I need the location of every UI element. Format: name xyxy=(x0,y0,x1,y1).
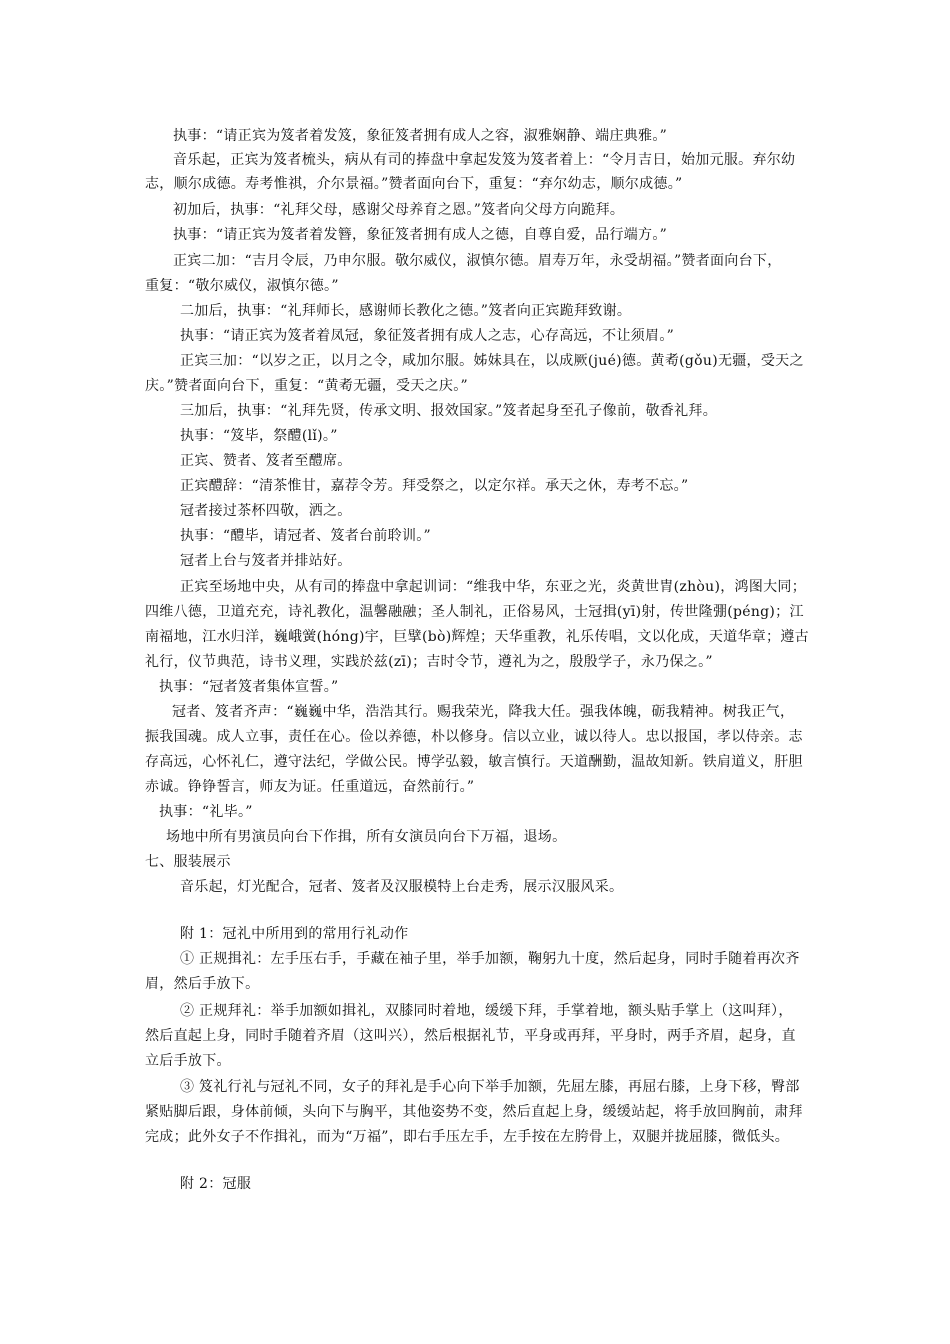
text-line: 振我国魂。成人立事，责任在心。俭以养德，朴以修身。信以立业，诚以待人。忠以报国，孝以侍亲。志 xyxy=(145,729,803,745)
text-line: 正宾三加：“以岁之正，以月之令，咸加尔服。姊妹具在，以成厥(jué)德。黄耇(gǒu)无疆，受天之 xyxy=(180,353,804,369)
text-line: 庆。”赞者面向台下，重复：“黄耇无疆，受天之庆。” xyxy=(145,378,468,394)
text-line: 执事：“笈毕，祭醴(lǐ)。” xyxy=(180,428,338,444)
text-line: 执事：“请正宾为笈者着凤冠，象征笈者拥有成人之志，心存高远，不让须眉。” xyxy=(180,328,675,344)
text-line: 正宾醴辞：“清茶惟甘，嘉荐令芳。拜受祭之，以定尔祥。承天之休，寿考不忘。” xyxy=(180,478,689,494)
text-line: 南福地，江水归洋，巍峨黉(hóng)宇，巨擘(bò)辉煌；天华重教，礼乐传唱，文以化成，天道华章；遵古 xyxy=(145,629,809,645)
text-line: 存高远，心怀礼仁，遵守法纪，学做公民。博学弘毅，敏言慎行。天道酬勤，温故知新。铁肩道义，肝胆 xyxy=(145,754,803,770)
text-line: 正宾至场地中央，从有司的捧盘中拿起训词：“维我中华，东亚之光，炎黄世胄(zhòu)，鸿图大同； xyxy=(180,579,807,595)
section-heading: 七、服装展示 xyxy=(145,854,231,870)
text-line: 眉，然后手放下。 xyxy=(145,976,260,992)
text-line: 执事：“冠者笈者集体宣誓。” xyxy=(159,679,339,695)
text-line: ① 正规揖礼：左手压右手，手藏在袖子里，举手加额，鞠躬九十度，然后起身，同时手随着再次齐 xyxy=(180,951,800,967)
text-line: 正宾、赞者、笈者至醴席。 xyxy=(180,453,352,469)
text-line: 冠者上台与笈者并排站好。 xyxy=(180,553,352,569)
text-line: ② 正规拜礼：举手加额如揖礼，双膝同时着地，缓缓下拜，手掌着地，额头贴手掌上（这叫拜）， xyxy=(180,1003,793,1019)
text-line: 冠者、笈者齐声：“巍巍中华，浩浩其行。赐我荣光，降我大任。强我体魄，砺我精神。树我正气， xyxy=(172,704,795,720)
text-line: 赤诚。铮铮誓言，师友为证。任重道远，奋然前行。” xyxy=(145,779,475,795)
text-line: 冠者接过茶杯四敬，洒之。 xyxy=(180,503,352,519)
appendix-heading: 附 1：冠礼中所用到的常用行礼动作 xyxy=(180,926,409,942)
text-line: 志，顺尔成德。寿考惟祺，介尔景福。”赞者面向台下，重复：“弃尔幼志，顺尔成德。” xyxy=(145,176,683,192)
text-line: 场地中所有男演员向台下作揖，所有女演员向台下万福，退场。 xyxy=(166,829,567,845)
text-line: 三加后，执事：“礼拜先贤，传承文明、报效国家。”笈者起身至孔子像前，敬香礼拜。 xyxy=(180,403,718,419)
text-line: 音乐起，灯光配合，冠者、笈者及汉服模特上台走秀，展示汉服风采。 xyxy=(180,879,624,895)
text-line: 然后直起上身，同时手随着齐眉（这叫兴），然后根据礼节，平身或再拜，平身时，两手齐眉，起身，直 xyxy=(145,1028,796,1044)
text-line: ③ 笈礼行礼与冠礼不同，女子的拜礼是手心向下举手加额，先屈左膝，再屈右膝，上身下移，臀部 xyxy=(180,1079,800,1095)
text-line: 四维八德，卫道充充，诗礼教化，温馨融融；圣人制礼，正俗易风，士冠揖(yī)射，传世隆弸(péng)；江 xyxy=(145,604,804,620)
text-line: 执事：“请正宾为笈者着发簪，象征笈者拥有成人之德，自尊自爱，品行端方。” xyxy=(173,227,668,243)
text-line: 立后手放下。 xyxy=(145,1053,231,1069)
text-line: 重复：“敬尔威仪，淑慎尔德。” xyxy=(145,278,339,294)
text-line: 执事：“醴毕，请冠者、笈者台前聆训。” xyxy=(180,528,432,544)
appendix-heading: 附 2：冠服 xyxy=(180,1176,252,1192)
text-line: 紧贴脚后跟，身体前倾，头向下与胸平，其他姿势不变，然后直起上身，缓缓站起，将手放回胸前，肃拜 xyxy=(145,1104,803,1120)
text-line: 正宾二加：“吉月令辰，乃申尔服。敬尔威仪，淑慎尔德。眉寿万年，永受胡福。”赞者面向台下， xyxy=(173,253,782,269)
text-line: 礼行，仪节典范，诗书义理，实践於兹(zī)；吉时令节，遵礼为之，殷殷学子，永乃保之。” xyxy=(145,654,713,670)
text-line: 音乐起，正宾为笈者梳头，病从有司的捧盘中拿起发笈为笈者着上：“令月吉日，始加元服。弃尔幼 xyxy=(173,152,796,168)
text-line: 执事：“礼毕。” xyxy=(159,804,253,820)
text-line: 完成；此外女子不作揖礼，而为“万福”，即右手压左手，左手按在左胯骨上，双腿并拢屈膝，微低头。 xyxy=(145,1129,790,1145)
text-line: 初加后，执事：“礼拜父母，感谢父母养育之恩。”笈者向父母方向跪拜。 xyxy=(173,202,625,218)
text-line: 二加后，执事：“礼拜师长，感谢师长教化之德。”笈者向正宾跪拜致谢。 xyxy=(180,303,632,319)
text-line: 执事：“请正宾为笈者着发笈，象征笈者拥有成人之容，淑雅娴静、端庄典雅。” xyxy=(173,128,668,144)
